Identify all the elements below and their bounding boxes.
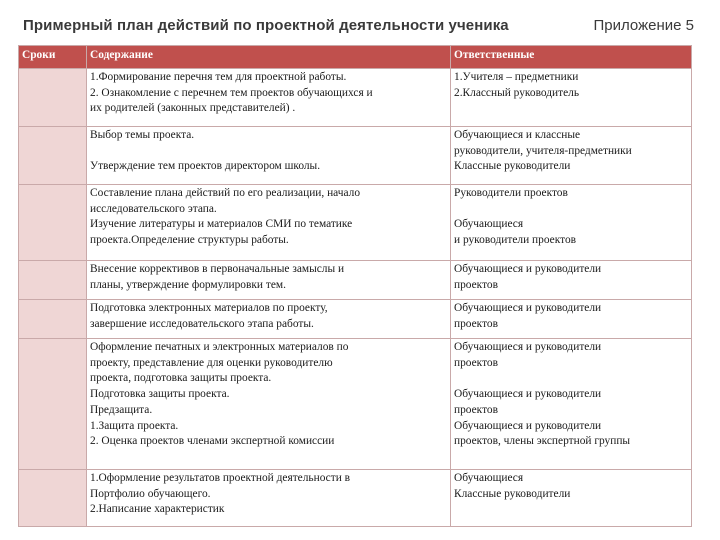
term-cell	[19, 339, 87, 470]
content-line: Утверждение тем проектов директором школы.	[90, 160, 321, 173]
header-content: Содержание	[87, 46, 451, 69]
content-line: 1.Оформление результатов проектной деятельности в	[90, 472, 351, 484]
responsible-line: 2.Классный руководитель	[454, 86, 580, 99]
table-row	[19, 69, 692, 127]
content-line: Оформление печатных и электронных материалов по	[90, 341, 349, 353]
responsible-cell	[451, 261, 692, 300]
responsible-line: и руководители проектов	[454, 234, 577, 247]
responsible-line: Обучающиеся и руководители	[454, 263, 602, 275]
header-term: Сроки	[19, 46, 87, 69]
content-line: 1.Защита проекта.	[90, 419, 179, 432]
table-row	[19, 185, 692, 261]
responsible-line	[454, 371, 688, 387]
responsible-line: Обучающиеся и руководители	[454, 388, 602, 401]
responsible-line: Обучающиеся и руководители	[454, 419, 602, 432]
responsible-line: руководители, учителя-предметники	[454, 144, 632, 157]
responsible-cell	[451, 300, 692, 339]
header-responsible: Ответственные	[451, 46, 692, 69]
content-line: Подготовка электронных материалов по проекту,	[90, 302, 328, 314]
content-line: 2. Оценка проектов членами экспертной комиссии	[90, 435, 335, 448]
content-line: проекта.Определение структуры работы.	[90, 234, 289, 247]
content-cell	[87, 470, 451, 527]
responsible-line: Обучающиеся и классные	[454, 129, 581, 141]
appendix-label: Приложение 5	[593, 17, 694, 34]
responsible-line: проектов	[454, 278, 498, 291]
content-line: Внесение коррективов в первоначальные замыслы и	[90, 263, 345, 275]
content-cell	[87, 127, 451, 185]
content-line: 2.Написание характеристик	[90, 503, 225, 516]
responsible-line: Классные руководители	[454, 487, 571, 500]
responsible-cell	[451, 339, 692, 470]
content-line: Выбор темы проекта.	[90, 129, 195, 141]
content-line: их родителей (законных представителей) .	[90, 102, 296, 115]
term-cell	[19, 69, 87, 127]
term-cell	[19, 470, 87, 527]
content-line: Составление плана действий по его реализации, начало	[90, 187, 361, 199]
responsible-line: Обучающиеся и руководители	[454, 302, 602, 314]
responsible-line: проектов	[454, 317, 498, 330]
content-line: 1.Формирование перечня тем для проектной работы.	[90, 71, 347, 83]
content-cell	[87, 339, 451, 470]
table-row	[19, 261, 692, 300]
content-line: планы, утверждение формулировки тем.	[90, 278, 286, 291]
content-line: Подготовка защиты проекта.	[90, 388, 230, 401]
responsible-line: Обучающиеся	[454, 472, 524, 484]
responsible-cell	[451, 127, 692, 185]
term-cell	[19, 127, 87, 185]
responsible-line: проектов	[454, 356, 498, 369]
content-line: исследовательского этапа.	[90, 202, 217, 215]
action-plan-table	[18, 45, 692, 527]
table-row	[19, 470, 692, 527]
term-cell	[19, 300, 87, 339]
content-line: завершение исследовательского этапа работы.	[90, 317, 314, 330]
content-cell	[87, 300, 451, 339]
responsible-line: Обучающиеся	[454, 218, 524, 231]
responsible-cell	[451, 69, 692, 127]
responsible-line: проектов, члены экспертной группы	[454, 435, 631, 448]
content-line	[90, 144, 447, 160]
content-line: Изучение литературы и материалов СМИ по тематике	[90, 218, 353, 231]
content-line: проекта, подготовка защиты проекта.	[90, 372, 272, 385]
table-header-row	[19, 46, 692, 69]
table-row	[19, 300, 692, 339]
content-cell	[87, 185, 451, 261]
content-cell	[87, 261, 451, 300]
table-row	[19, 339, 692, 470]
table-row	[19, 127, 692, 185]
content-line: Портфолио обучающего.	[90, 487, 211, 500]
responsible-line	[454, 202, 688, 218]
responsible-line: Классные руководители	[454, 160, 571, 173]
responsible-line: 1.Учителя – предметники	[454, 71, 579, 83]
responsible-cell	[451, 470, 692, 527]
slide-header	[0, 0, 720, 42]
content-line: 2. Ознакомление с перечнем тем проектов обучающихся и	[90, 86, 373, 99]
term-cell	[19, 185, 87, 261]
content-line: проекту, представление для оценки руководителю	[90, 356, 333, 369]
content-cell	[87, 69, 451, 127]
responsible-cell	[451, 185, 692, 261]
content-line: Предзащита.	[90, 403, 153, 416]
responsible-line: проектов	[454, 403, 498, 416]
responsible-line: Руководители проектов	[454, 187, 568, 199]
page-title: Примерный план действий по проектной деятельности ученика	[23, 17, 509, 34]
term-cell	[19, 261, 87, 300]
responsible-line: Обучающиеся и руководители	[454, 341, 602, 353]
